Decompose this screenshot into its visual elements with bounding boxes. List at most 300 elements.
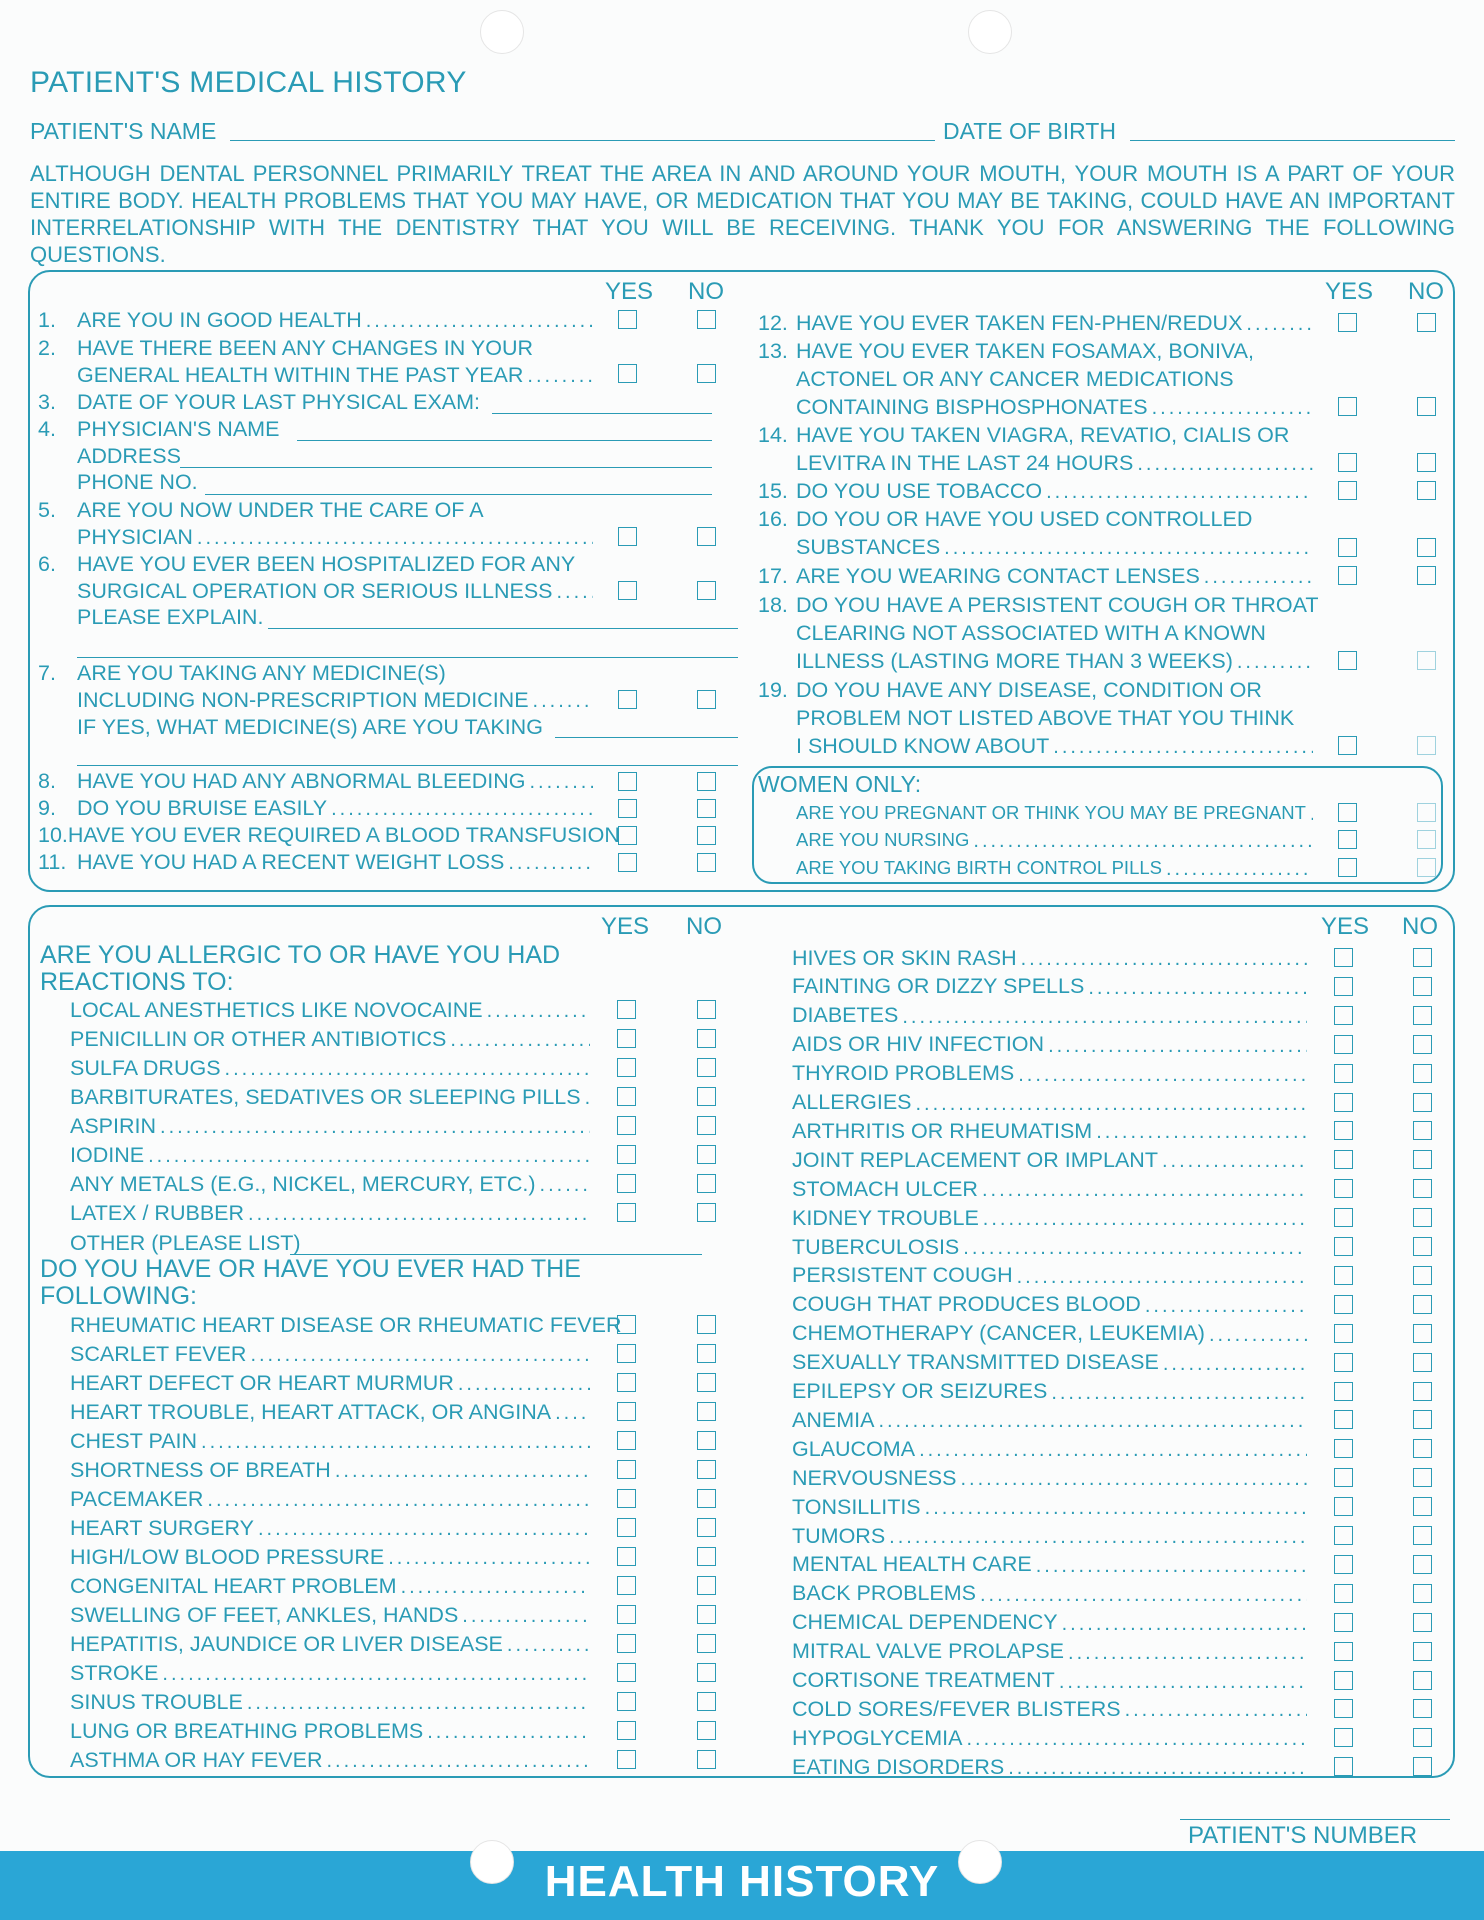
yes-header-right: YES xyxy=(1325,278,1374,305)
condition-item-epilepsy-or-seizures xyxy=(792,1378,1307,1406)
condition-scarlet-fever-no-checkbox[interactable] xyxy=(697,1344,716,1363)
condition-hepatitis-jaundice-or-liver-disease-no-checkbox[interactable] xyxy=(697,1634,716,1653)
condition-fainting-or-dizzy-spells-yes-checkbox[interactable] xyxy=(1334,977,1353,996)
condition-item-diabetes xyxy=(792,1002,1307,1030)
condition-item-hepatitis-jaundice-or-liver-disease xyxy=(70,1630,590,1658)
condition-shortness-of-breath-yes-checkbox[interactable] xyxy=(617,1460,636,1479)
condition-heart-surgery-yes-checkbox[interactable] xyxy=(617,1518,636,1537)
allergy-item-label: LOCAL ANESTHETICS LIKE NOVOCAINE xyxy=(70,997,483,1022)
condition-item-hives-or-skin-rash xyxy=(792,944,1307,972)
condition-sinus-trouble-no-checkbox[interactable] xyxy=(697,1692,716,1711)
condition-nervousness-no-checkbox[interactable] xyxy=(1413,1468,1432,1487)
patient-name-label: PATIENT'S NAME xyxy=(30,118,217,144)
condition-item-mental-health-care xyxy=(792,1551,1307,1579)
condition-anemia-no-checkbox[interactable] xyxy=(1413,1410,1432,1429)
condition-item-label: FAINTING OR DIZZY SPELLS xyxy=(792,974,1085,999)
condition-item-label: ASTHMA OR HAY FEVER xyxy=(70,1747,323,1772)
condition-aids-or-hiv-infection-no-checkbox[interactable] xyxy=(1413,1035,1432,1054)
q15-yes-checkbox[interactable] xyxy=(1338,481,1357,500)
q17-yes-checkbox[interactable] xyxy=(1338,566,1357,585)
q10-yes-checkbox[interactable] xyxy=(618,826,637,845)
condition-item-label: TONSILLITIS xyxy=(792,1494,921,1519)
date-of-birth-label: DATE OF BIRTH xyxy=(943,118,1116,144)
condition-joint-replacement-or-implant-no-checkbox[interactable] xyxy=(1413,1150,1432,1169)
question-2-line-2: GENERAL HEALTH WITHIN THE PAST YEAR ..... xyxy=(77,361,593,389)
condition-cold-sores-fever-blisters-yes-checkbox[interactable] xyxy=(1334,1699,1353,1718)
condition-congenital-heart-problem-yes-checkbox[interactable] xyxy=(617,1576,636,1595)
condition-hepatitis-jaundice-or-liver-disease-yes-checkbox[interactable] xyxy=(617,1634,636,1653)
condition-fainting-or-dizzy-spells-no-checkbox[interactable] xyxy=(1413,977,1432,996)
allergy-iodine-yes-checkbox[interactable] xyxy=(617,1145,636,1164)
condition-item-arthritis-or-rheumatism xyxy=(792,1117,1307,1145)
condition-cough-that-produces-blood-yes-checkbox[interactable] xyxy=(1334,1295,1353,1314)
condition-stroke-no-checkbox[interactable] xyxy=(697,1663,716,1682)
condition-item-label: AIDS OR HIV INFECTION xyxy=(792,1032,1045,1057)
condition-item-sexually-transmitted-disease xyxy=(792,1349,1307,1377)
condition-item-rheumatic-heart-disease-or-rheumatic-fever xyxy=(70,1311,622,1339)
condition-chemical-dependency-no-checkbox[interactable] xyxy=(1413,1613,1432,1632)
condition-item-label: HIVES OR SKIN RASH xyxy=(792,945,1017,970)
allergy-barbiturates-sedatives-or-sleeping-pills-yes-checkbox[interactable] xyxy=(617,1087,636,1106)
allergy-item-barbiturates-sedatives-or-sleeping-pills xyxy=(70,1083,590,1111)
physician-address-field[interactable] xyxy=(180,467,712,468)
q11-yes-checkbox[interactable] xyxy=(618,853,637,872)
condition-item-swelling-of-feet-ankles-hands xyxy=(70,1601,590,1629)
q5-yes-checkbox[interactable] xyxy=(618,527,637,546)
question-7-line-2: INCLUDING NON-PRESCRIPTION MEDICINE ..... xyxy=(77,686,593,714)
condition-shortness-of-breath-no-checkbox[interactable] xyxy=(697,1460,716,1479)
q6-no-checkbox[interactable] xyxy=(697,581,716,600)
condition-mitral-valve-prolapse-yes-checkbox[interactable] xyxy=(1334,1642,1353,1661)
women-question-nursing: ARE YOU NURSING ..... xyxy=(796,826,1313,854)
physician-phone-field[interactable] xyxy=(205,494,712,495)
patient-number-label: PATIENT'S NUMBER xyxy=(1188,1822,1418,1849)
condition-allergies-yes-checkbox[interactable] xyxy=(1334,1093,1353,1112)
physician-name-field[interactable] xyxy=(297,440,712,441)
q8-yes-checkbox[interactable] xyxy=(618,772,637,791)
question-3: 3. DATE OF YOUR LAST PHYSICAL EXAM: xyxy=(38,389,481,414)
question-5-line-2: PHYSICIAN ..... xyxy=(77,523,593,551)
birth-control-yes-checkbox[interactable] xyxy=(1338,858,1357,877)
condition-item-eating-disorders xyxy=(792,1753,1307,1781)
allergy-penicillin-or-other-antibiotics-no-checkbox[interactable] xyxy=(697,1029,716,1048)
condition-item-tonsillitis xyxy=(792,1493,1307,1521)
condition-tonsillitis-yes-checkbox[interactable] xyxy=(1334,1497,1353,1516)
q17-no-checkbox[interactable] xyxy=(1417,566,1436,585)
hospitalization-explain-field[interactable] xyxy=(268,628,738,629)
condition-item-nervousness xyxy=(792,1464,1307,1492)
condition-item-label: JOINT REPLACEMENT OR IMPLANT xyxy=(792,1147,1158,1172)
women-question-pregnant: ARE YOU PREGNANT OR THINK YOU MAY BE PREGNANT ..... xyxy=(796,799,1313,827)
pregnant-no-checkbox[interactable] xyxy=(1417,803,1436,822)
condition-tumors-yes-checkbox[interactable] xyxy=(1334,1526,1353,1545)
condition-heart-trouble-heart-attack-or-angina-no-checkbox[interactable] xyxy=(697,1402,716,1421)
condition-cortisone-treatment-no-checkbox[interactable] xyxy=(1413,1671,1432,1690)
allergy-any-metals-e-g-nickel-mercury-etc-no-checkbox[interactable] xyxy=(697,1174,716,1193)
condition-nervousness-yes-checkbox[interactable] xyxy=(1334,1468,1353,1487)
condition-stomach-ulcer-no-checkbox[interactable] xyxy=(1413,1179,1432,1198)
q8-no-checkbox[interactable] xyxy=(697,772,716,791)
question-5: 5. ARE YOU NOW UNDER THE CARE OF A xyxy=(38,497,484,522)
condition-mental-health-care-yes-checkbox[interactable] xyxy=(1334,1555,1353,1574)
condition-item-label: ARTHRITIS OR RHEUMATISM xyxy=(792,1118,1093,1143)
condition-item-label: HEPATITIS, JAUNDICE OR LIVER DISEASE xyxy=(70,1631,503,1656)
condition-item-label: DIABETES xyxy=(792,1003,899,1028)
q16-yes-checkbox[interactable] xyxy=(1338,538,1357,557)
condition-item-label: KIDNEY TROUBLE xyxy=(792,1205,979,1230)
question-9: 9. DO YOU BRUISE EASILY ..... xyxy=(38,794,593,822)
physician-phone-label: PHONE NO. xyxy=(77,469,198,494)
q11-no-checkbox[interactable] xyxy=(697,853,716,872)
condition-item-label: PERSISTENT COUGH xyxy=(792,1263,1013,1288)
condition-item-cough-that-produces-blood xyxy=(792,1291,1307,1319)
q18-yes-checkbox[interactable] xyxy=(1338,651,1357,670)
condition-pacemaker-no-checkbox[interactable] xyxy=(697,1489,716,1508)
condition-pacemaker-yes-checkbox[interactable] xyxy=(617,1489,636,1508)
condition-lung-or-breathing-problems-yes-checkbox[interactable] xyxy=(617,1721,636,1740)
q1-no-checkbox[interactable] xyxy=(697,310,716,329)
condition-item-label: THYROID PROBLEMS xyxy=(792,1061,1015,1086)
condition-allergies-no-checkbox[interactable] xyxy=(1413,1093,1432,1112)
condition-item-allergies xyxy=(792,1089,1307,1117)
patient-number-field[interactable] xyxy=(1180,1819,1450,1820)
condition-epilepsy-or-seizures-no-checkbox[interactable] xyxy=(1413,1382,1432,1401)
allergy-latex-rubber-no-checkbox[interactable] xyxy=(697,1203,716,1222)
condition-item-label: SCARLET FEVER xyxy=(70,1341,247,1366)
question-7: 7. ARE YOU TAKING ANY MEDICINE(S) xyxy=(38,660,446,685)
condition-tumors-no-checkbox[interactable] xyxy=(1413,1526,1432,1545)
allergy-item-penicillin-or-other-antibiotics xyxy=(70,1025,590,1053)
condition-aids-or-hiv-infection-yes-checkbox[interactable] xyxy=(1334,1035,1353,1054)
yes-header-left-2: YES xyxy=(601,913,650,940)
condition-item-persistent-cough xyxy=(792,1262,1307,1290)
allergy-other-label: OTHER (PLEASE LIST) xyxy=(70,1230,301,1255)
condition-tuberculosis-no-checkbox[interactable] xyxy=(1413,1237,1432,1256)
condition-sexually-transmitted-disease-no-checkbox[interactable] xyxy=(1413,1353,1432,1372)
condition-eating-disorders-no-checkbox[interactable] xyxy=(1413,1757,1432,1776)
allergy-item-label: IODINE xyxy=(70,1142,145,1167)
allergy-penicillin-or-other-antibiotics-yes-checkbox[interactable] xyxy=(617,1029,636,1048)
question-18: 18. DO YOU HAVE A PERSISTENT COUGH OR THROAT xyxy=(758,592,1319,617)
condition-hypoglycemia-no-checkbox[interactable] xyxy=(1413,1728,1432,1747)
allergy-local-anesthetics-like-novocaine-no-checkbox[interactable] xyxy=(697,1000,716,1019)
condition-item-tumors xyxy=(792,1522,1307,1550)
question-13: 13. HAVE YOU EVER TAKEN FOSAMAX, BONIVA, xyxy=(758,338,1254,363)
yes-header-left: YES xyxy=(605,278,654,305)
condition-hypoglycemia-yes-checkbox[interactable] xyxy=(1334,1728,1353,1747)
condition-item-high-low-blood-pressure xyxy=(70,1543,590,1571)
condition-item-label: CORTISONE TREATMENT xyxy=(792,1668,1055,1692)
condition-item-label: HIGH/LOW BLOOD PRESSURE xyxy=(70,1544,385,1569)
condition-item-label: MITRAL VALVE PROLAPSE xyxy=(792,1639,1065,1664)
condition-kidney-trouble-yes-checkbox[interactable] xyxy=(1334,1208,1353,1227)
condition-persistent-cough-yes-checkbox[interactable] xyxy=(1334,1266,1353,1285)
condition-swelling-of-feet-ankles-hands-no-checkbox[interactable] xyxy=(697,1605,716,1624)
condition-item-label: EPILEPSY OR SEIZURES xyxy=(792,1379,1048,1403)
q5-no-checkbox[interactable] xyxy=(697,527,716,546)
condition-anemia-yes-checkbox[interactable] xyxy=(1334,1410,1353,1429)
condition-item-stroke xyxy=(70,1659,590,1687)
condition-chemical-dependency-yes-checkbox[interactable] xyxy=(1334,1613,1353,1632)
condition-scarlet-fever-yes-checkbox[interactable] xyxy=(617,1344,636,1363)
condition-glaucoma-no-checkbox[interactable] xyxy=(1413,1439,1432,1458)
condition-heart-defect-or-heart-murmur-no-checkbox[interactable] xyxy=(697,1373,716,1392)
condition-item-joint-replacement-or-implant xyxy=(792,1146,1307,1174)
condition-rheumatic-heart-disease-or-rheumatic-fever-yes-checkbox[interactable] xyxy=(617,1315,636,1334)
q18-no-checkbox[interactable] xyxy=(1417,651,1436,670)
condition-item-chemotherapy-cancer-leukemia xyxy=(792,1320,1307,1348)
question-17: 17. ARE YOU WEARING CONTACT LENSES ..... xyxy=(758,562,1313,590)
condition-item-fainting-or-dizzy-spells xyxy=(792,973,1307,1001)
condition-persistent-cough-no-checkbox[interactable] xyxy=(1413,1266,1432,1285)
condition-item-label: NERVOUSNESS xyxy=(792,1465,957,1490)
condition-swelling-of-feet-ankles-hands-yes-checkbox[interactable] xyxy=(617,1605,636,1624)
condition-arthritis-or-rheumatism-yes-checkbox[interactable] xyxy=(1334,1121,1353,1140)
q19-yes-checkbox[interactable] xyxy=(1338,736,1357,755)
last-physical-exam-field[interactable] xyxy=(492,413,712,414)
condition-congenital-heart-problem-no-checkbox[interactable] xyxy=(697,1576,716,1595)
condition-item-label: STROKE xyxy=(70,1660,159,1685)
condition-thyroid-problems-no-checkbox[interactable] xyxy=(1413,1064,1432,1083)
intro-paragraph: ALTHOUGH DENTAL PERSONNEL PRIMARILY TREAT THE AREA IN AND AROUND YOUR MOUTH, YOUR MOUTH IS A PART OF YOUR ENTIRE BODY. HEALTH PROBLEMS THAT YOU MAY HAVE, OR MEDICATION THAT YOU MAY BE TAKING, COULD HAVE AN IMPORTANT INTERRELATIONSHIP WITH THE DENTISTRY THAT YOU WILL BE RECEIVING. THANK YOU FOR ANSWERING THE FOLLOWING QUESTIONS. xyxy=(30,161,1455,267)
question-19-line-2: PROBLEM NOT LISTED ABOVE THAT YOU THINK xyxy=(796,705,1295,730)
condition-sinus-trouble-yes-checkbox[interactable] xyxy=(617,1692,636,1711)
condition-item-glaucoma xyxy=(792,1435,1307,1463)
condition-cough-that-produces-blood-no-checkbox[interactable] xyxy=(1413,1295,1432,1314)
condition-diabetes-yes-checkbox[interactable] xyxy=(1334,1006,1353,1025)
condition-item-label: SHORTNESS OF BREATH xyxy=(70,1457,331,1482)
condition-item-stomach-ulcer xyxy=(792,1175,1307,1203)
nursing-no-checkbox[interactable] xyxy=(1417,830,1436,849)
condition-item-label: COLD SORES/FEVER BLISTERS xyxy=(792,1696,1121,1721)
question-6-line-3: PLEASE EXPLAIN. xyxy=(77,604,264,629)
condition-item-label: CHEMOTHERAPY (CANCER, LEUKEMIA) xyxy=(792,1321,1205,1346)
condition-item-label: HEART DEFECT OR HEART MURMUR xyxy=(70,1370,454,1395)
question-14-line-2: LEVITRA IN THE LAST 24 HOURS ..... xyxy=(796,449,1313,477)
condition-rheumatic-heart-disease-or-rheumatic-fever-no-checkbox[interactable] xyxy=(697,1315,716,1334)
condition-item-label: BACK PROBLEMS xyxy=(792,1581,976,1606)
condition-glaucoma-yes-checkbox[interactable] xyxy=(1334,1439,1353,1458)
yes-header-right-2: YES xyxy=(1321,913,1370,940)
allergy-item-label: PENICILLIN OR OTHER ANTIBIOTICS xyxy=(70,1026,447,1051)
women-only-title: WOMEN ONLY: xyxy=(758,771,922,797)
q13-yes-checkbox[interactable] xyxy=(1338,397,1357,416)
allergy-item-local-anesthetics-like-novocaine xyxy=(70,996,590,1024)
condition-back-problems-no-checkbox[interactable] xyxy=(1413,1584,1432,1603)
allergy-sulfa-drugs-yes-checkbox[interactable] xyxy=(617,1058,636,1077)
q13-no-checkbox[interactable] xyxy=(1417,397,1436,416)
q7-no-checkbox[interactable] xyxy=(697,690,716,709)
condition-chemotherapy-cancer-leukemia-no-checkbox[interactable] xyxy=(1413,1324,1432,1343)
question-2: 2. HAVE THERE BEEN ANY CHANGES IN YOUR xyxy=(38,335,534,360)
condition-item-label: LUNG OR BREATHING PROBLEMS xyxy=(70,1718,424,1743)
condition-item-asthma-or-hay-fever xyxy=(70,1746,590,1774)
page-title: PATIENT'S MEDICAL HISTORY xyxy=(30,66,467,99)
allergy-sulfa-drugs-no-checkbox[interactable] xyxy=(697,1058,716,1077)
condition-stomach-ulcer-yes-checkbox[interactable] xyxy=(1334,1179,1353,1198)
condition-item-label: STOMACH ULCER xyxy=(792,1176,978,1201)
condition-high-low-blood-pressure-yes-checkbox[interactable] xyxy=(617,1547,636,1566)
punch-hole-top-left xyxy=(480,10,524,54)
condition-item-aids-or-hiv-infection xyxy=(792,1031,1307,1059)
condition-item-label: ALLERGIES xyxy=(792,1090,912,1114)
condition-item-hypoglycemia xyxy=(792,1724,1307,1752)
q2-yes-checkbox[interactable] xyxy=(618,364,637,383)
allergy-item-iodine xyxy=(70,1141,590,1169)
condition-item-label: COUGH THAT PRODUCES BLOOD xyxy=(792,1292,1141,1317)
condition-item-label: CONGENITAL HEART PROBLEM xyxy=(70,1573,397,1598)
condition-chemotherapy-cancer-leukemia-yes-checkbox[interactable] xyxy=(1334,1324,1353,1343)
condition-lung-or-breathing-problems-no-checkbox[interactable] xyxy=(697,1721,716,1740)
question-18-line-3: ILLNESS (LASTING MORE THAN 3 WEEKS) ..... xyxy=(796,647,1313,675)
condition-thyroid-problems-yes-checkbox[interactable] xyxy=(1334,1064,1353,1083)
pregnant-yes-checkbox[interactable] xyxy=(1338,803,1357,822)
condition-item-chest-pain xyxy=(70,1427,590,1455)
condition-tonsillitis-no-checkbox[interactable] xyxy=(1413,1497,1432,1516)
condition-item-heart-defect-or-heart-murmur xyxy=(70,1369,590,1397)
condition-item-chemical-dependency xyxy=(792,1609,1307,1637)
condition-item-label: RHEUMATIC HEART DISEASE OR RHEUMATIC FEVER xyxy=(70,1312,622,1337)
allergy-item-label: ANY METALS (E.G., NICKEL, MERCURY, ETC.) xyxy=(70,1171,536,1196)
q15-no-checkbox[interactable] xyxy=(1417,481,1436,500)
condition-item-label: EATING DISORDERS xyxy=(792,1754,1005,1779)
condition-item-label: TUMORS xyxy=(792,1523,886,1548)
question-14: 14. HAVE YOU TAKEN VIAGRA, REVATIO, CIALIS OR xyxy=(758,422,1290,447)
q14-yes-checkbox[interactable] xyxy=(1338,453,1357,472)
condition-item-cold-sores-fever-blisters xyxy=(792,1695,1307,1723)
condition-epilepsy-or-seizures-yes-checkbox[interactable] xyxy=(1334,1382,1353,1401)
condition-item-label: ANEMIA xyxy=(792,1407,875,1432)
condition-sexually-transmitted-disease-yes-checkbox[interactable] xyxy=(1334,1353,1353,1372)
q19-no-checkbox[interactable] xyxy=(1417,736,1436,755)
allergy-item-sulfa-drugs xyxy=(70,1054,590,1082)
condition-item-scarlet-fever xyxy=(70,1340,590,1368)
q10-no-checkbox[interactable] xyxy=(697,826,716,845)
condition-back-problems-yes-checkbox[interactable] xyxy=(1334,1584,1353,1603)
question-4: 4. PHYSICIAN'S NAME xyxy=(38,416,280,441)
allergy-item-latex-rubber xyxy=(70,1199,590,1227)
allergy-item-label: SULFA DRUGS xyxy=(70,1055,221,1080)
question-10: 10. HAVE YOU EVER REQUIRED A BLOOD TRANSFUSION xyxy=(38,822,620,847)
allergy-aspirin-yes-checkbox[interactable] xyxy=(617,1116,636,1135)
q16-no-checkbox[interactable] xyxy=(1417,538,1436,557)
q2-no-checkbox[interactable] xyxy=(697,364,716,383)
question-6-line-2: SURGICAL OPERATION OR SERIOUS ILLNESS ..... xyxy=(77,577,593,605)
condition-item-label: HYPOGLYCEMIA xyxy=(792,1725,963,1750)
q6-yes-checkbox[interactable] xyxy=(618,581,637,600)
condition-item-kidney-trouble xyxy=(792,1204,1307,1232)
question-7-line-3: IF YES, WHAT MEDICINE(S) ARE YOU TAKING xyxy=(77,714,543,739)
q12-yes-checkbox[interactable] xyxy=(1338,313,1357,332)
condition-chest-pain-yes-checkbox[interactable] xyxy=(617,1431,636,1450)
condition-item-anemia xyxy=(792,1406,1307,1434)
condition-item-heart-trouble-heart-attack-or-angina xyxy=(70,1398,590,1426)
condition-hives-or-skin-rash-no-checkbox[interactable] xyxy=(1413,948,1432,967)
hospitalization-explain-field-2[interactable] xyxy=(77,657,738,658)
punch-hole-top-right xyxy=(968,10,1012,54)
date-of-birth-field[interactable] xyxy=(1130,140,1455,141)
allergy-aspirin-no-checkbox[interactable] xyxy=(697,1116,716,1135)
condition-kidney-trouble-no-checkbox[interactable] xyxy=(1413,1208,1432,1227)
condition-item-label: CHEMICAL DEPENDENCY xyxy=(792,1610,1058,1635)
question-19: 19. DO YOU HAVE ANY DISEASE, CONDITION OR xyxy=(758,677,1262,702)
question-1: 1. ARE YOU IN GOOD HEALTH ..... xyxy=(38,306,593,334)
condition-hives-or-skin-rash-yes-checkbox[interactable] xyxy=(1334,948,1353,967)
q1-yes-checkbox[interactable] xyxy=(618,310,637,329)
allergy-any-metals-e-g-nickel-mercury-etc-yes-checkbox[interactable] xyxy=(617,1174,636,1193)
question-15: 15. DO YOU USE TOBACCO ..... xyxy=(758,477,1313,505)
condition-eating-disorders-yes-checkbox[interactable] xyxy=(1334,1757,1353,1776)
q7-yes-checkbox[interactable] xyxy=(618,690,637,709)
condition-diabetes-no-checkbox[interactable] xyxy=(1413,1006,1432,1025)
question-6: 6. HAVE YOU EVER BEEN HOSPITALIZED FOR ANY xyxy=(38,551,576,576)
condition-item-heart-surgery xyxy=(70,1514,590,1542)
condition-arthritis-or-rheumatism-no-checkbox[interactable] xyxy=(1413,1121,1432,1140)
condition-heart-trouble-heart-attack-or-angina-yes-checkbox[interactable] xyxy=(617,1402,636,1421)
no-header-left: NO xyxy=(688,278,724,305)
condition-item-label: GLAUCOMA xyxy=(792,1436,916,1461)
condition-high-low-blood-pressure-no-checkbox[interactable] xyxy=(697,1547,716,1566)
condition-cold-sores-fever-blisters-no-checkbox[interactable] xyxy=(1413,1699,1432,1718)
condition-chest-pain-no-checkbox[interactable] xyxy=(697,1431,716,1450)
no-header-right: NO xyxy=(1408,278,1444,305)
condition-item-shortness-of-breath xyxy=(70,1456,590,1484)
condition-item-congenital-heart-problem xyxy=(70,1572,590,1600)
punch-hole-bottom-right xyxy=(958,1840,1002,1884)
condition-item-label: SWELLING OF FEET, ANKLES, HANDS xyxy=(70,1602,459,1627)
q9-no-checkbox[interactable] xyxy=(697,799,716,818)
condition-tuberculosis-yes-checkbox[interactable] xyxy=(1334,1237,1353,1256)
condition-item-label: PACEMAKER xyxy=(70,1486,204,1511)
condition-asthma-or-hay-fever-yes-checkbox[interactable] xyxy=(617,1750,636,1769)
allergy-latex-rubber-yes-checkbox[interactable] xyxy=(617,1203,636,1222)
condition-item-cortisone-treatment xyxy=(792,1667,1307,1695)
punch-hole-bottom-left xyxy=(470,1840,514,1884)
condition-joint-replacement-or-implant-yes-checkbox[interactable] xyxy=(1334,1150,1353,1169)
allergy-local-anesthetics-like-novocaine-yes-checkbox[interactable] xyxy=(617,1000,636,1019)
question-13-line-2: ACTONEL OR ANY CANCER MEDICATIONS xyxy=(796,366,1234,391)
allergy-title: ARE YOU ALLERGIC TO OR HAVE YOU HAD REACTIONS TO: xyxy=(40,941,561,996)
q14-no-checkbox[interactable] xyxy=(1417,453,1436,472)
question-18-line-2: CLEARING NOT ASSOCIATED WITH A KNOWN xyxy=(796,620,1266,645)
nursing-yes-checkbox[interactable] xyxy=(1338,830,1357,849)
allergy-item-aspirin xyxy=(70,1112,590,1140)
condition-stroke-yes-checkbox[interactable] xyxy=(617,1663,636,1682)
condition-mitral-valve-prolapse-no-checkbox[interactable] xyxy=(1413,1642,1432,1661)
conditions-title: DO YOU HAVE OR HAVE YOU EVER HAD THE FOLLOWING: xyxy=(40,1255,581,1310)
condition-item-label: HEART TROUBLE, HEART ATTACK, OR ANGINA xyxy=(70,1399,552,1424)
condition-item-label: MENTAL HEALTH CARE xyxy=(792,1552,1032,1577)
patient-name-field[interactable] xyxy=(230,140,935,141)
q12-no-checkbox[interactable] xyxy=(1417,313,1436,332)
allergy-barbiturates-sedatives-or-sleeping-pills-no-checkbox[interactable] xyxy=(697,1087,716,1106)
allergy-iodine-no-checkbox[interactable] xyxy=(697,1145,716,1164)
condition-heart-surgery-no-checkbox[interactable] xyxy=(697,1518,716,1537)
condition-item-sinus-trouble xyxy=(70,1688,590,1716)
physician-address-label: ADDRESS xyxy=(77,443,181,468)
condition-item-label: CHEST PAIN xyxy=(70,1428,198,1453)
medicines-field[interactable] xyxy=(555,737,738,738)
q9-yes-checkbox[interactable] xyxy=(618,799,637,818)
medicines-field-2[interactable] xyxy=(77,765,738,766)
birth-control-no-checkbox[interactable] xyxy=(1417,858,1436,877)
condition-mental-health-care-no-checkbox[interactable] xyxy=(1413,1555,1432,1574)
condition-heart-defect-or-heart-murmur-yes-checkbox[interactable] xyxy=(617,1373,636,1392)
condition-asthma-or-hay-fever-no-checkbox[interactable] xyxy=(697,1750,716,1769)
condition-cortisone-treatment-yes-checkbox[interactable] xyxy=(1334,1671,1353,1690)
question-12: 12. HAVE YOU EVER TAKEN FEN-PHEN/REDUX ..... xyxy=(758,309,1313,337)
condition-item-tuberculosis xyxy=(792,1233,1307,1261)
